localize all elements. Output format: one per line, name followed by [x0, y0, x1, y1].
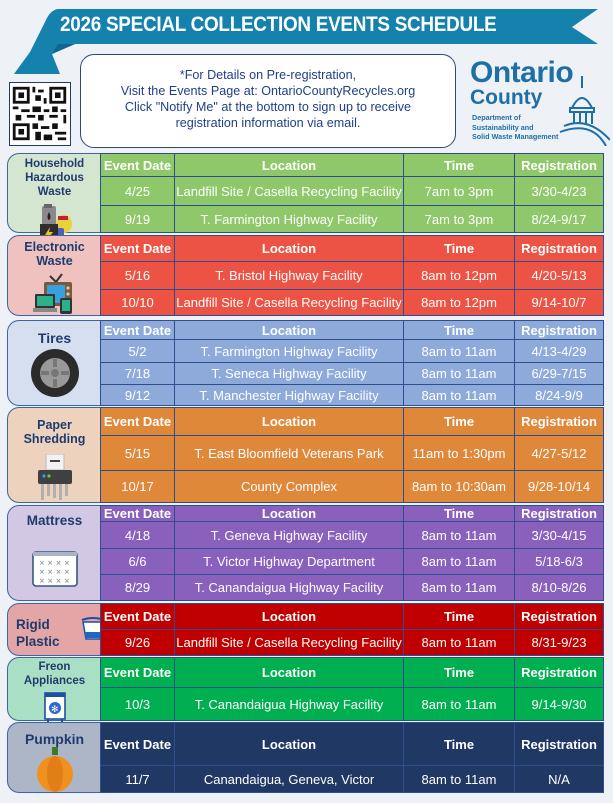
category-label: Mattress	[26, 513, 83, 528]
cell-location: Canandaigua, Geneva, Victor	[175, 766, 404, 793]
cell-date: 11/7	[100, 766, 175, 793]
tire-icon	[30, 348, 80, 401]
column-header: Event Date	[100, 506, 175, 522]
cell-location: T. Bristol Highway Facility	[175, 262, 404, 290]
table-row	[100, 549, 604, 575]
cell-date: 5/15	[100, 436, 175, 471]
cell-registration: 9/14-10/7	[515, 290, 604, 316]
column-header: Location	[175, 604, 404, 630]
svg-text:✻: ✻	[50, 705, 59, 715]
cell-time: 8am to 11am	[404, 688, 515, 721]
column-header: Time	[404, 723, 515, 766]
column-header: Time	[404, 154, 515, 177]
table-row	[100, 766, 604, 793]
section-tires	[7, 320, 604, 406]
cell-date: 5/2	[100, 340, 175, 363]
category-panel	[7, 235, 101, 316]
cell-date: 4/18	[100, 522, 175, 549]
cell-date: 10/3	[100, 688, 175, 721]
info-line-website[interactable]: Visit the Events Page at: OntarioCountyRecycles.org	[120, 84, 416, 98]
column-header: Time	[404, 604, 515, 630]
column-header: Location	[175, 723, 404, 766]
category-label: Pumpkin	[24, 731, 85, 747]
cell-registration: 8/24-9/17	[515, 206, 604, 233]
cell-date: 4/25	[100, 177, 175, 206]
cell-time: 8am to 11am	[404, 363, 515, 385]
cell-registration: 8/10-8/26	[515, 575, 604, 601]
category-panel	[7, 722, 101, 793]
cell-date: 9/19	[100, 206, 175, 233]
column-header: Location	[175, 236, 404, 262]
info-line: registration information via email.	[175, 116, 361, 130]
table-row	[100, 522, 604, 549]
cell-location: Landfill Site / Casella Recycling Facility	[175, 630, 404, 656]
cell-time: 8am to 12pm	[404, 290, 515, 316]
table-row	[100, 471, 604, 503]
table-header-row	[100, 603, 604, 630]
mattress-icon	[31, 548, 79, 591]
events-table	[100, 153, 604, 233]
pumpkin-icon	[35, 747, 75, 796]
cell-registration: N/A	[515, 766, 604, 793]
table-header-row	[100, 505, 604, 522]
cell-location: T. East Bloomfield Veterans Park	[175, 436, 404, 471]
column-header: Registration	[515, 321, 604, 340]
events-table	[100, 505, 604, 601]
cell-location: T. Canandaigua Highway Facility	[175, 688, 404, 721]
cell-registration: 4/27-5/12	[515, 436, 604, 471]
cell-time: 8am to 11am	[404, 575, 515, 601]
cell-location: Landfill Site / Casella Recycling Facility	[175, 177, 404, 206]
cell-registration: 9/28-10/14	[515, 471, 604, 503]
table-row	[100, 436, 604, 471]
column-header: Event Date	[100, 604, 175, 630]
logo-ontario-text: Ontario	[470, 56, 574, 89]
column-header: Time	[404, 408, 515, 436]
cell-time: 8am to 10:30am	[404, 471, 515, 503]
svg-text:× × × ×: × × × ×	[38, 568, 70, 576]
cell-date: 10/10	[100, 290, 175, 316]
table-row	[100, 262, 604, 290]
category-panel	[7, 603, 101, 656]
column-header: Location	[175, 408, 404, 436]
logo-department-text: Department of Sustainability and Solid Waste Management	[472, 113, 559, 141]
category-panel	[7, 320, 101, 406]
column-header: Registration	[515, 154, 604, 177]
events-table	[100, 407, 604, 503]
table-row	[100, 206, 604, 233]
cell-registration: 4/13-4/29	[515, 340, 604, 363]
column-header: Registration	[515, 604, 604, 630]
cell-location: County Complex	[175, 471, 404, 503]
cell-location: T. Farmington Highway Facility	[175, 206, 404, 233]
column-header: Time	[404, 236, 515, 262]
category-panel	[7, 153, 101, 233]
column-header: Location	[175, 658, 404, 688]
category-label: Freon Appliances	[23, 661, 86, 687]
table-row	[100, 340, 604, 363]
cell-date: 5/16	[100, 262, 175, 290]
table-row	[100, 688, 604, 721]
column-header: Registration	[515, 236, 604, 262]
svg-text:× × × ×: × × × ×	[38, 559, 70, 567]
page-title: 2026 SPECIAL COLLECTION EVENTS SCHEDULE	[60, 13, 497, 36]
table-header-row	[100, 320, 604, 340]
logo-county-text: County	[470, 86, 543, 109]
preregistration-info-box	[80, 54, 456, 148]
table-header-row	[100, 657, 604, 688]
cell-registration: 8/31-9/23	[515, 630, 604, 656]
section-pumpkin	[7, 722, 604, 793]
section-freon-appliances	[7, 657, 604, 721]
svg-text:× × × ×: × × × ×	[38, 577, 70, 585]
section-paper-shredding	[7, 407, 604, 503]
category-panel	[7, 657, 101, 721]
cell-registration: 4/20-5/13	[515, 262, 604, 290]
table-row	[100, 630, 604, 656]
cell-registration: 3/30-4/15	[515, 522, 604, 549]
cell-registration: 9/14-9/30	[515, 688, 604, 721]
shredder-icon	[35, 454, 75, 505]
table-header-row	[100, 722, 604, 766]
cell-date: 9/12	[100, 385, 175, 406]
category-label: Electronic Waste	[24, 240, 85, 268]
cell-date: 7/18	[100, 363, 175, 385]
column-header: Event Date	[100, 658, 175, 688]
cell-registration: 5/18-6/3	[515, 549, 604, 575]
cell-time: 8am to 11am	[404, 340, 515, 363]
cell-time: 8am to 11am	[404, 630, 515, 656]
cell-time: 8am to 11am	[404, 549, 515, 575]
column-header: Event Date	[100, 236, 175, 262]
cell-date: 9/26	[100, 630, 175, 656]
column-header: Time	[404, 658, 515, 688]
cell-registration: 6/29-7/15	[515, 363, 604, 385]
cell-time: 8am to 11am	[404, 766, 515, 793]
column-header: Registration	[515, 506, 604, 522]
column-header: Location	[175, 154, 404, 177]
category-label: Tires	[37, 330, 72, 346]
table-row	[100, 290, 604, 316]
cell-date: 8/29	[100, 575, 175, 601]
cell-location: T. Canandaigua Highway Facility	[175, 575, 404, 601]
cell-location: T. Geneva Highway Facility	[175, 522, 404, 549]
column-header: Event Date	[100, 723, 175, 766]
table-row	[100, 363, 604, 385]
cell-registration: 8/24-9/9	[515, 385, 604, 406]
section-rigid-plastic	[7, 603, 604, 656]
events-table	[100, 320, 604, 406]
table-header-row	[100, 407, 604, 436]
cell-date: 10/17	[100, 471, 175, 503]
cell-time: 8am to 11am	[404, 522, 515, 549]
category-label: Household Hazardous Waste	[24, 158, 85, 198]
cell-time: 7am to 3pm	[404, 177, 515, 206]
cell-location: T. Farmington Highway Facility	[175, 340, 404, 363]
column-header: Registration	[515, 658, 604, 688]
column-header: Event Date	[100, 154, 175, 177]
section-mattress	[7, 505, 604, 601]
events-table	[100, 603, 604, 656]
category-panel	[7, 407, 101, 503]
cell-time: 7am to 3pm	[404, 206, 515, 233]
cell-registration: 3/30-4/23	[515, 177, 604, 206]
cell-location: T. Manchester Highway Facility	[175, 385, 404, 406]
column-header: Time	[404, 506, 515, 522]
cell-time: 11am to 1:30pm	[404, 436, 515, 471]
section-household-hazardous-waste	[7, 153, 604, 233]
cell-date: 6/6	[100, 549, 175, 575]
table-header-row	[100, 235, 604, 262]
column-header: Location	[175, 321, 404, 340]
qr-code-icon[interactable]	[9, 82, 71, 146]
ontario-county-logo	[468, 56, 610, 146]
events-table	[100, 657, 604, 721]
category-panel	[7, 505, 101, 601]
cell-location: T. Victor Highway Department	[175, 549, 404, 575]
table-header-row	[100, 153, 604, 177]
freezer-icon	[44, 691, 66, 726]
electronics-icon	[32, 270, 78, 319]
events-table	[100, 235, 604, 316]
category-label: Paper Shredding	[23, 418, 86, 446]
category-label: Rigid Plastic	[16, 617, 60, 649]
column-header: Registration	[515, 723, 604, 766]
events-table	[100, 722, 604, 793]
column-header: Event Date	[100, 408, 175, 436]
table-row	[100, 575, 604, 601]
cell-time: 8am to 12pm	[404, 262, 515, 290]
info-line: *For Details on Pre-registration,	[179, 68, 357, 82]
cell-time: 8am to 11am	[404, 385, 515, 406]
table-row	[100, 385, 604, 406]
column-header: Event Date	[100, 321, 175, 340]
section-electronic-waste	[7, 235, 604, 316]
column-header: Registration	[515, 408, 604, 436]
column-header: Time	[404, 321, 515, 340]
column-header: Location	[175, 506, 404, 522]
info-line: Click "Notify Me" at the bottom to sign up to receive	[124, 100, 412, 114]
table-row	[100, 177, 604, 206]
cell-location: Landfill Site / Casella Recycling Facility	[175, 290, 404, 316]
cell-location: T. Seneca Highway Facility	[175, 363, 404, 385]
